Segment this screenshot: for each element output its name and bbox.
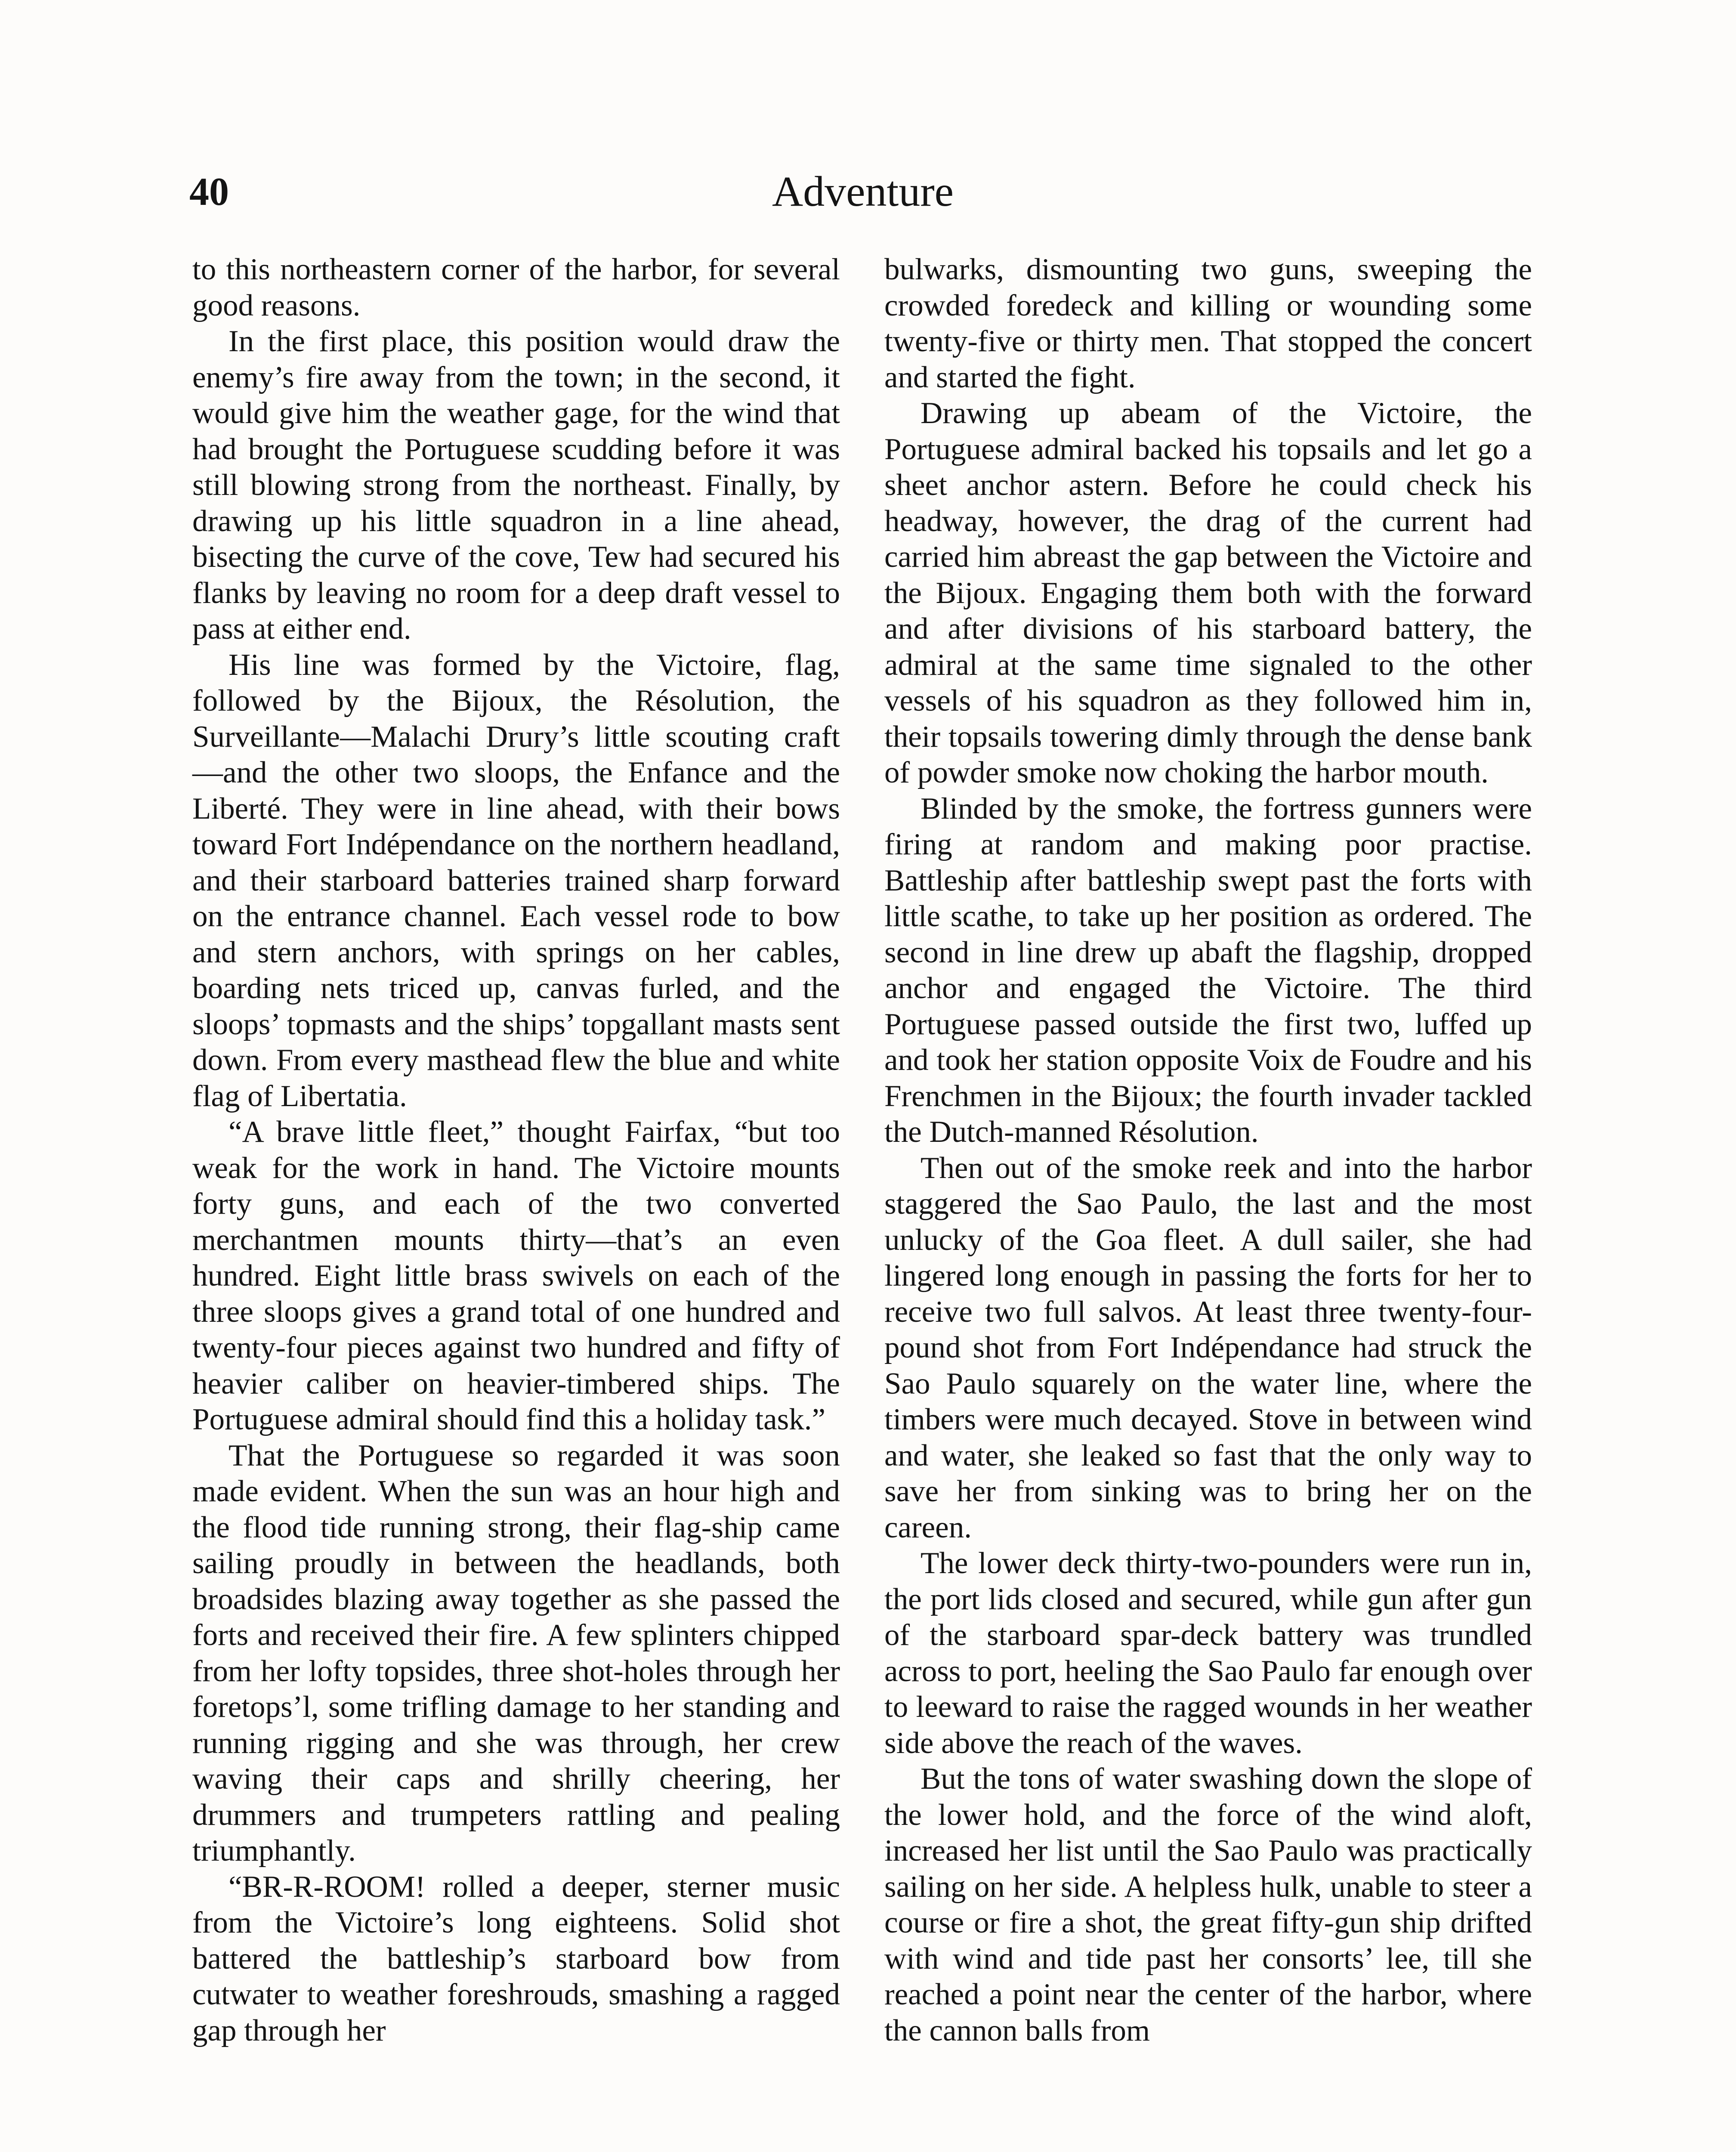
paragraph: “BR-R-ROOM! rolled a deeper, sterner music from the Victoire’s long eighteens. Solid shot battered the battleship’s starboard bow from cutwater to weather foreshrouds, smashing a ragged gap through her [192,1870,840,2047]
paragraph: But the tons of water swashing down the slope of the lower hold, and the force of the wind aloft, increased her list until the Sao Paulo was practically sailing on her side. A helpless hulk, unable to steer a course or fire a shot, the great fifty-gun ship drifted with wind and tide past her consorts’ lee, till she reached a point near the center of the harbor, where the cannon balls from [884,1762,1532,2047]
right-column [884,252,1532,2049]
page-number: 40 [189,170,229,213]
paragraph: Blinded by the smoke, the fortress gunners were firing at random and making poor practise. Battleship after battleship swept past the forts with little scathe, to take up her position as ordered. The second in line drew up abaft the flagship, dropped anchor and engaged the Victoire. The third Portuguese passed outside the first two, luffed up and took her station opposite Voix de Foudre and his Frenchmen in the Bijoux; the fourth invader tackled the Dutch-manned Résolution. [884,792,1532,1149]
paragraph: Then out of the smoke reek and into the harbor staggered the Sao Paulo, the last and the most unlucky of the Goa fleet. A dull sailer, she had lingered long enough in passing the forts for her to receive two full salvos. At least three twenty-four-pound shot from Fort Indépendance had struck the Sao Paulo squarely on the water line, where the timbers were much decayed. Stove in between wind and water, she leaked so fast that the only way to save her from sinking was to bring her on the careen. [884,1151,1532,1544]
page-header [189,159,1536,224]
left-column [192,252,840,2049]
paragraph: In the first place, this position would draw the enemy’s fire away from the town; in the second, it would give him the weather gage, for the wind that had brought the Portuguese scudding before it was still blowing strong from the northeast. Finally, by drawing up his little squadron in a line ahead, bisecting the curve of the cove, Tew had secured his flanks by leaving no room for a deep draft vessel to pass at either end. [192,325,840,646]
paragraph: “A brave little fleet,” thought Fairfax, “but too weak for the work in hand. The Victoire mounts forty guns, and each of the two converted merchantmen mounts thirty—that’s an even hundred. Eight little brass swivels on each of the three sloops gives a grand total of one hundred and twenty-four pieces against two hundred and fifty of heavier caliber on heavier-timbered ships. The Portuguese admiral should find this a holiday task.” [192,1115,840,1436]
paragraph: That the Portuguese so regarded it was soon made evident. When the sun was an hour high and the flood tide running strong, their flag-ship came sailing proudly in between the headlands, both broadsides blazing away together as she passed the forts and received their fire. A few splinters chipped from her lofty topsides, three shot-holes through her foretops’l, some trifling damage to her standing and running rigging and she was through, her crew waving their caps and shrilly cheering, her drummers and trumpeters rattling and pealing triumphantly. [192,1438,840,1868]
paragraph: The lower deck thirty-two-pounders were run in, the port lids closed and secured, while gun after gun of the starboard spar-deck battery was trundled across to port, heeling the Sao Paulo far enough over to leeward to raise the ragged wounds in her weather side above the reach of the waves. [884,1546,1532,1760]
paragraph: to this northeastern corner of the harbor, for several good reasons. [192,253,840,322]
paragraph: Drawing up abeam of the Victoire, the Portuguese admiral backed his topsails and let go a sheet anchor astern. Before he could check his headway, however, the drag of the current had carried him abreast the gap between the Victoire and the Bijoux. Engaging them both with the forward and after divisions of his starboard battery, the admiral at the same time signaled to the other vessels of his squadron as they followed him in, their topsails towering dimly through the dense bank of powder smoke now choking the harbor mouth. [884,396,1532,789]
paragraph: His line was formed by the Victoire, flag, followed by the Bijoux, the Résolution, the Surveillante—Malachi Drury’s little scouting craft—and the other two sloops, the Enfance and the Liberté. They were in line ahead, with their bows toward Fort Indépendance on the northern headland, and their starboard batteries trained sharp forward on the entrance channel. Each vessel rode to bow and stern anchors, with springs on her cables, boarding nets triced up, canvas furled, and the sloops’ topmasts and the ships’ topgallant masts sent down. From every masthead flew the blue and white flag of Libertatia. [192,648,840,1113]
magazine-title: Adventure [772,167,954,215]
paragraph: bulwarks, dismounting two guns, sweeping the crowded foredeck and killing or wounding some twenty-five or thirty men. That stopped the concert and started the fight. [884,253,1532,394]
